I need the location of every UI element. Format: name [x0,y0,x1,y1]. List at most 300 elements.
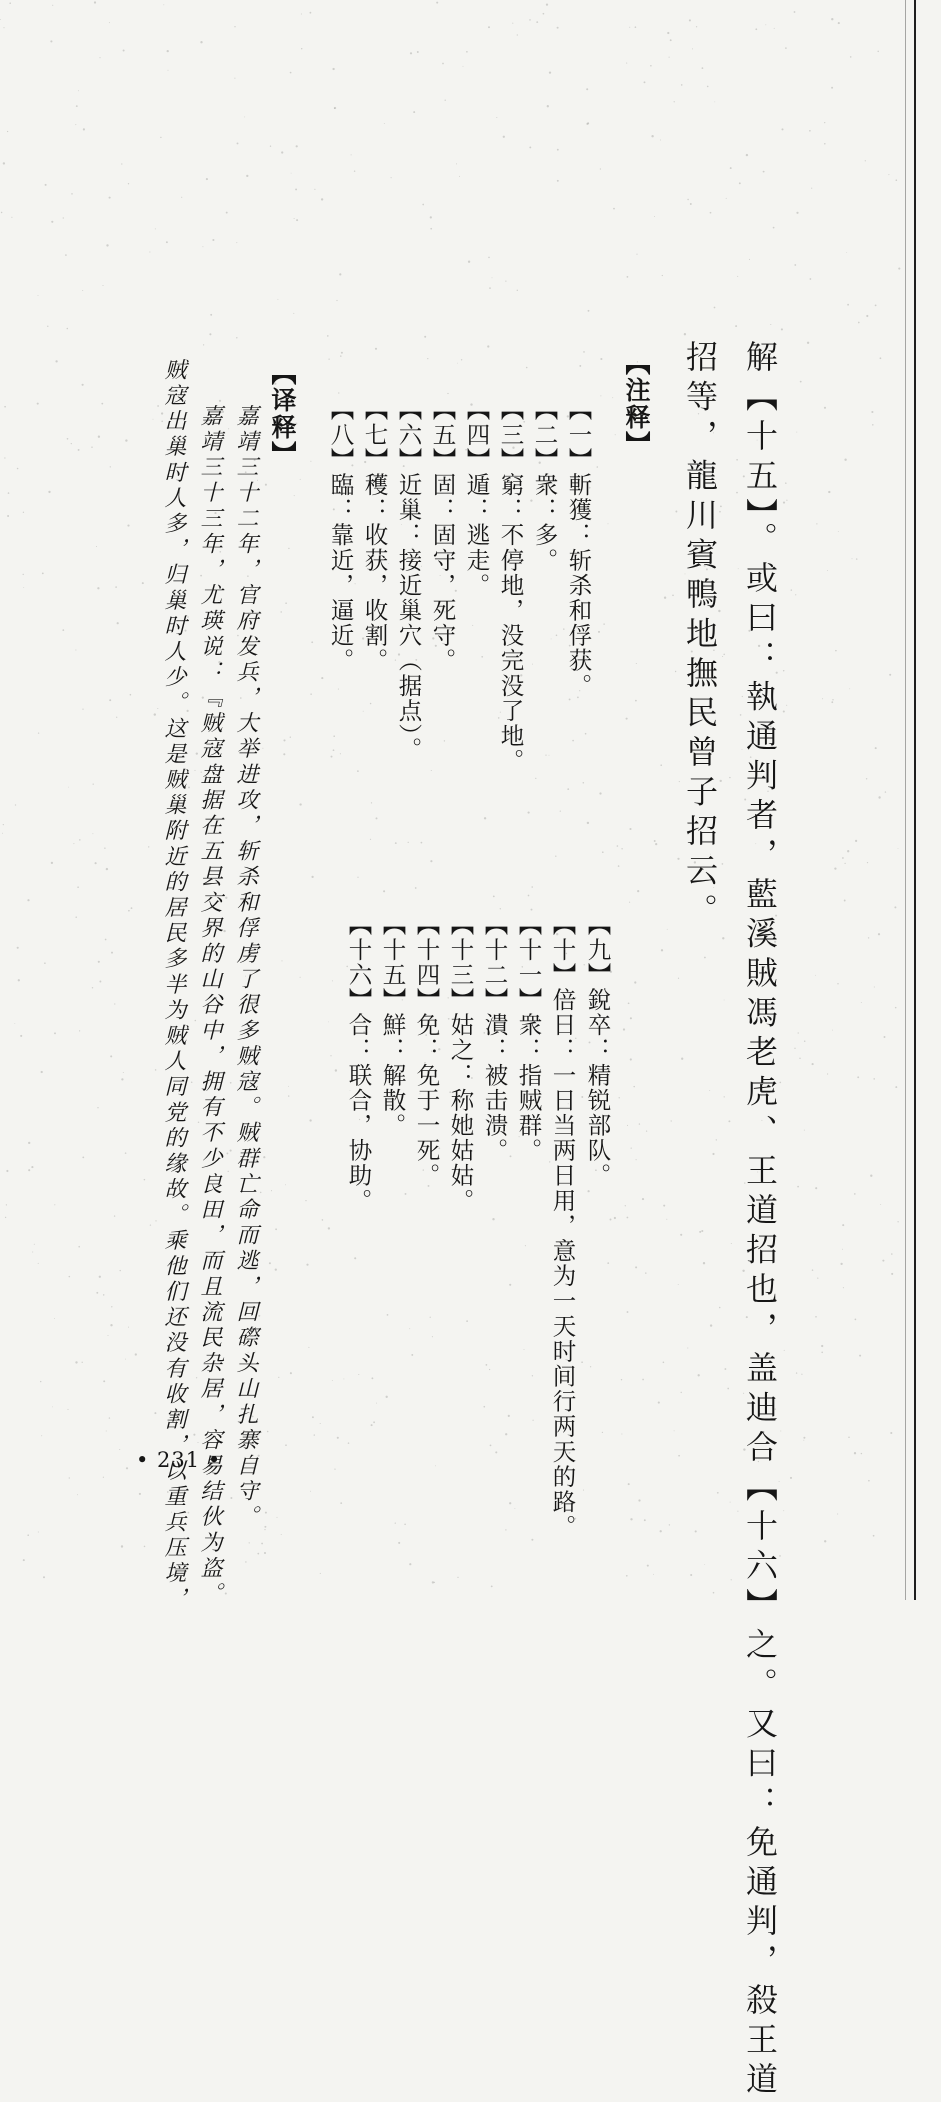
scan-speckle [343,1378,344,1379]
scan-speckle [337,1437,339,1439]
scan-speckle [417,51,419,53]
scan-speckle [38,1263,39,1264]
scan-speckle [41,1071,43,1073]
scan-speckle [737,276,738,277]
scan-speckle [692,48,693,49]
scan-speckle [626,63,627,64]
scan-speckle [629,902,630,903]
scan-speckle [512,23,513,24]
scan-speckle [844,900,846,902]
scan-speckle [846,252,847,253]
scan-speckle [340,753,341,754]
scan-speckle [447,393,448,394]
scan-speckle [288,548,289,549]
scan-speckle [723,654,724,655]
scan-speckle [78,1246,80,1248]
scan-speckle [621,1434,622,1435]
scan-speckle [3,824,4,825]
scan-speckle [51,221,53,223]
scan-speckle [280,611,281,612]
scan-speckle [38,1531,39,1532]
scan-speckle [69,1276,70,1277]
scan-speckle [228,1171,229,1172]
scan-speckle [98,436,100,438]
scan-speckle [844,863,845,864]
scan-speckle [719,511,721,513]
scan-speckle [371,1377,373,1379]
scan-speckle [627,1125,628,1126]
scan-speckle [660,1530,662,1532]
scan-speckle [720,780,722,782]
scan-speckle [305,1200,306,1201]
scan-speckle [257,1553,259,1555]
scan-speckle [391,177,392,178]
scan-speckle [245,1561,246,1562]
scan-speckle [68,787,69,788]
note-item-9: 【九】銳卒：精锐部队。 [583,912,612,1189]
scan-speckle [370,703,372,705]
scan-speckle [634,981,636,983]
scan-speckle [722,656,723,657]
scan-speckle [309,1119,311,1121]
scan-speckle [82,708,83,709]
scan-speckle [508,1415,510,1417]
page-number: • 231 • [136,1448,222,1472]
scan-speckle [398,1542,400,1544]
scan-speckle [635,1266,637,1268]
scan-speckle [844,459,846,461]
scan-speckle [67,438,69,440]
scan-speckle [338,689,339,690]
scan-speckle [678,1284,679,1285]
scan-speckle [608,523,609,524]
scan-speckle [880,357,882,359]
scan-speckle [803,1437,805,1439]
scan-speckle [675,511,677,513]
scan-speckle [719,1307,721,1309]
scan-speckle [678,978,679,979]
scan-speckle [666,1219,667,1220]
scan-speckle [629,27,630,28]
scan-speckle [157,405,159,407]
scan-speckle [532,1420,533,1421]
scan-speckle [135,1353,137,1355]
scan-speckle [583,1490,584,1491]
scan-speckle [783,1510,784,1511]
scan-speckle [15,804,16,805]
scan-speckle [838,531,839,532]
scan-speckle [710,212,712,214]
scan-speckle [858,322,860,324]
scan-speckle [236,242,237,243]
scan-speckle [422,204,424,206]
scan-speckle [626,718,628,720]
note-item-4: 【四】遁：逃走。 [462,397,491,598]
scan-speckle [895,1086,897,1088]
scan-speckle [567,788,569,790]
scan-speckle [831,701,833,703]
scan-speckle [45,184,47,186]
scan-speckle [746,154,748,156]
scan-speckle [4,457,5,458]
scan-speckle [363,711,364,712]
scan-speckle [587,122,589,124]
scan-speckle [783,502,785,504]
scan-speckle [54,1318,55,1319]
scan-speckle [163,4,164,5]
scan-speckle [92,833,93,834]
scan-speckle [545,755,546,756]
scan-speckle [103,1294,105,1296]
scan-speckle [495,1451,497,1453]
scan-speckle [28,1169,30,1171]
scan-speckle [157,708,158,709]
scan-speckle [895,1007,897,1009]
scan-speckle [42,573,44,575]
scan-speckle [795,594,796,595]
scan-speckle [267,1431,269,1433]
scan-speckle [621,848,622,849]
scan-speckle [505,1529,506,1530]
scan-speckle [340,1502,342,1504]
scan-speckle [430,1317,431,1318]
scan-speckle [785,482,787,484]
scan-speckle [97,587,99,589]
scan-speckle [794,1048,795,1049]
scan-speckle [264,1552,266,1554]
scan-speckle [658,1402,660,1404]
scan-speckle [874,986,875,987]
scan-speckle [461,359,462,360]
scan-speckle [547,105,549,107]
scan-speckle [311,876,313,878]
scan-speckle [804,1130,805,1131]
scan-speckle [7,515,9,517]
scan-speckle [610,1219,612,1221]
scan-speckle [78,449,80,451]
scan-speckle [730,167,732,169]
scan-speckle [489,287,491,289]
scan-speckle [585,733,587,735]
scan-speckle [432,1581,434,1583]
scan-speckle [817,1277,818,1278]
scan-speckle [275,1268,277,1270]
scan-speckle [375,348,377,350]
scan-speckle [739,182,741,184]
scan-speckle [154,713,156,715]
scan-speckle [321,198,323,200]
main-text-line-1: 解【十五】。或曰：執通判者，藍溪賊馮老虎、王道招也，盖迪合【十六】之。又曰：免通判，殺王道 [741,340,779,2102]
scan-speckle [509,1284,511,1286]
scan-speckle [850,56,852,58]
scan-speckle [824,1540,826,1542]
scan-speckle [510,1155,512,1157]
scan-speckle [123,1072,124,1073]
scan-speckle [334,107,336,109]
scan-speckle [872,424,873,425]
scan-speckle [483,1406,485,1408]
scan-speckle [40,1381,41,1382]
scan-speckle [720,506,722,508]
scan-speckle [532,1375,533,1376]
scan-speckle [847,304,849,306]
scan-speckle [781,128,783,130]
scan-speckle [290,737,291,738]
scan-speckle [228,428,229,429]
scan-speckle [546,3,548,5]
scan-speckle [102,285,103,286]
scan-speckle [674,1430,675,1431]
scan-speckle [427,358,428,359]
scan-speckle [800,381,802,383]
scan-speckle [144,1546,146,1548]
scan-speckle [681,84,683,86]
scan-speckle [487,345,489,347]
scan-speckle [291,173,292,174]
scan-speckle [722,937,724,939]
scan-speckle [628,1002,630,1004]
scan-speckle [296,145,298,147]
scan-speckle [810,278,812,280]
scan-speckle [780,1431,781,1432]
scan-speckle [54,1032,56,1034]
scan-speckle [281,1534,282,1535]
scan-speckle [104,847,105,848]
scan-speckle [773,227,775,229]
scan-speckle [503,136,505,138]
scan-speckle [27,1534,29,1536]
scan-speckle [598,631,600,633]
scan-speckle [749,259,750,260]
scan-speckle [415,887,417,889]
scan-speckle [128,183,129,184]
scan-speckle [551,638,552,639]
scan-speckle [572,740,574,742]
scan-speckle [409,1328,410,1329]
scan-speckle [615,434,616,435]
scan-speckle [128,1327,129,1328]
scan-speckle [599,792,601,794]
scan-speckle [868,937,869,938]
scan-speckle [735,325,737,327]
scan-speckle [590,1366,591,1367]
scan-speckle [6,1170,8,1172]
scan-speckle [99,981,101,983]
scan-speckle [586,123,588,125]
scan-speckle [484,817,486,819]
scan-speckle [244,116,245,117]
scan-speckle [411,1354,413,1356]
scan-speckle [532,664,533,665]
scan-speckle [222,411,224,413]
scan-speckle [230,1082,232,1084]
scan-speckle [843,1287,844,1288]
scan-speckle [63,217,64,218]
scan-speckle [898,268,900,270]
scan-speckle [283,753,285,755]
scan-speckle [125,1152,127,1154]
scan-speckle [76,105,78,107]
scan-speckle [288,1086,289,1087]
scan-speckle [581,1096,583,1098]
scan-speckle [18,979,20,981]
scan-speckle [822,698,823,699]
scan-speckle [285,602,287,604]
scan-speckle [109,1417,110,1418]
scan-speckle [627,1217,629,1219]
scan-speckle [714,307,716,309]
scan-speckle [607,1262,609,1264]
scan-speckle [110,1055,112,1057]
translation-line-2: 嘉靖三十三年，尤瑛说：『贼寇盘据在五县交界的山谷中，拥有不少良田，而且流民杂居，容易结伙为盗。 [197,404,222,1608]
scan-speckle [481,656,483,658]
scan-speckle [2,833,3,834]
note-item-11: 【十一】衆：指贼群。 [514,912,543,1163]
scan-speckle [430,860,432,862]
scan-speckle [41,1435,42,1436]
scan-speckle [320,1573,321,1574]
scan-speckle [62,629,64,631]
scan-speckle [681,1392,682,1393]
scan-speckle [195,1020,197,1022]
scan-speckle [264,1526,266,1528]
scan-speckle [689,19,691,21]
scan-speckle [330,1055,331,1056]
scan-speckle [669,1524,670,1525]
scan-speckle [514,1508,515,1509]
scan-speckle [637,890,639,892]
scan-speckle [650,65,652,67]
scan-speckle [651,135,653,137]
scan-speckle [142,582,144,584]
scan-speckle [626,1575,628,1577]
scan-speckle [206,178,208,180]
scan-speckle [219,400,221,402]
scan-speckle [600,168,601,169]
scan-speckle [731,1579,732,1580]
scan-speckle [263,1156,265,1158]
scan-speckle [339,273,341,275]
scan-speckle [109,22,110,23]
scan-speckle [870,1175,872,1177]
scan-speckle [155,1069,157,1071]
scan-speckle [583,351,585,353]
scan-speckle [258,1315,260,1317]
scan-speckle [150,1224,151,1225]
scan-speckle [310,693,312,695]
scan-speckle [630,1518,632,1520]
scan-speckle [405,1193,407,1195]
scan-speckle [489,1369,490,1370]
scan-speckle [824,143,826,145]
scan-speckle [354,170,355,171]
scan-speckle [549,71,551,73]
scan-speckle [556,635,558,637]
scan-speckle [555,856,556,857]
scan-speckle [348,1442,350,1444]
scan-speckle [730,1502,731,1503]
scan-speckle [38,732,39,733]
scan-speckle [815,1316,817,1318]
scan-speckle [794,11,796,13]
scan-speckle [842,1249,843,1250]
scan-speckle [667,929,668,930]
scan-speckle [5,1217,6,1218]
scan-speckle [55,360,57,362]
scan-speckle [410,52,412,54]
scan-speckle [815,1187,817,1189]
scan-speckle [687,1347,688,1348]
scan-speckle [639,1123,640,1124]
scan-speckle [202,246,203,247]
scan-speckle [505,281,506,282]
scan-speckle [583,782,585,784]
scan-speckle [832,1030,833,1031]
scan-speckle [660,764,662,766]
scan-speckle [667,32,669,34]
scan-speckle [888,174,889,175]
scan-speckle [96,1292,98,1294]
scan-speckle [370,839,371,840]
scan-speckle [3,162,5,164]
scan-speckle [103,1477,104,1478]
scan-speckle [261,1543,263,1545]
scan-speckle [4,406,6,408]
scan-speckle [695,1530,697,1532]
scan-speckle [785,47,787,49]
scan-speckle [277,299,278,300]
scan-speckle [17,468,19,470]
scan-speckle [619,1097,620,1098]
scan-speckle [796,432,797,433]
scan-speckle [308,1347,309,1348]
scan-speckle [630,1058,632,1060]
scan-speckle [468,261,470,263]
scan-speckle [796,1372,797,1373]
translation-line-3: 贼寇出巢时人多，归巢时人少。这是贼巢附近的居民多半为贼人同党的缘故。乘他们还没有收割，以重兵压境， [161,358,186,1613]
scan-speckle [779,1082,781,1084]
scan-speckle [603,623,604,624]
scan-speckle [786,500,787,501]
scan-speckle [209,333,211,335]
scan-speckle [181,197,182,198]
scan-speckle [803,1440,804,1441]
scan-speckle [528,812,530,814]
scan-speckle [627,276,629,278]
scan-speckle [384,123,385,124]
scan-speckle [736,459,738,461]
scan-speckle [120,1270,121,1271]
scan-speckle [633,1086,634,1087]
scan-speckle [234,78,235,79]
scan-speckle [707,86,709,88]
scan-speckle [463,66,464,67]
scan-speckle [98,961,100,963]
note-item-5: 【五】固：固守，死守。 [428,397,457,674]
scan-speckle [713,1592,715,1594]
scan-speckle [642,1198,644,1200]
scan-speckle [875,305,877,307]
scan-speckle [99,57,100,58]
scan-speckle [717,1492,719,1494]
scan-speckle [894,906,896,908]
scan-speckle [340,355,341,356]
scan-speckle [320,1423,321,1424]
scan-speckle [891,1273,893,1275]
scan-speckle [472,625,473,626]
scan-speckle [597,466,599,468]
scan-speckle [431,770,432,771]
